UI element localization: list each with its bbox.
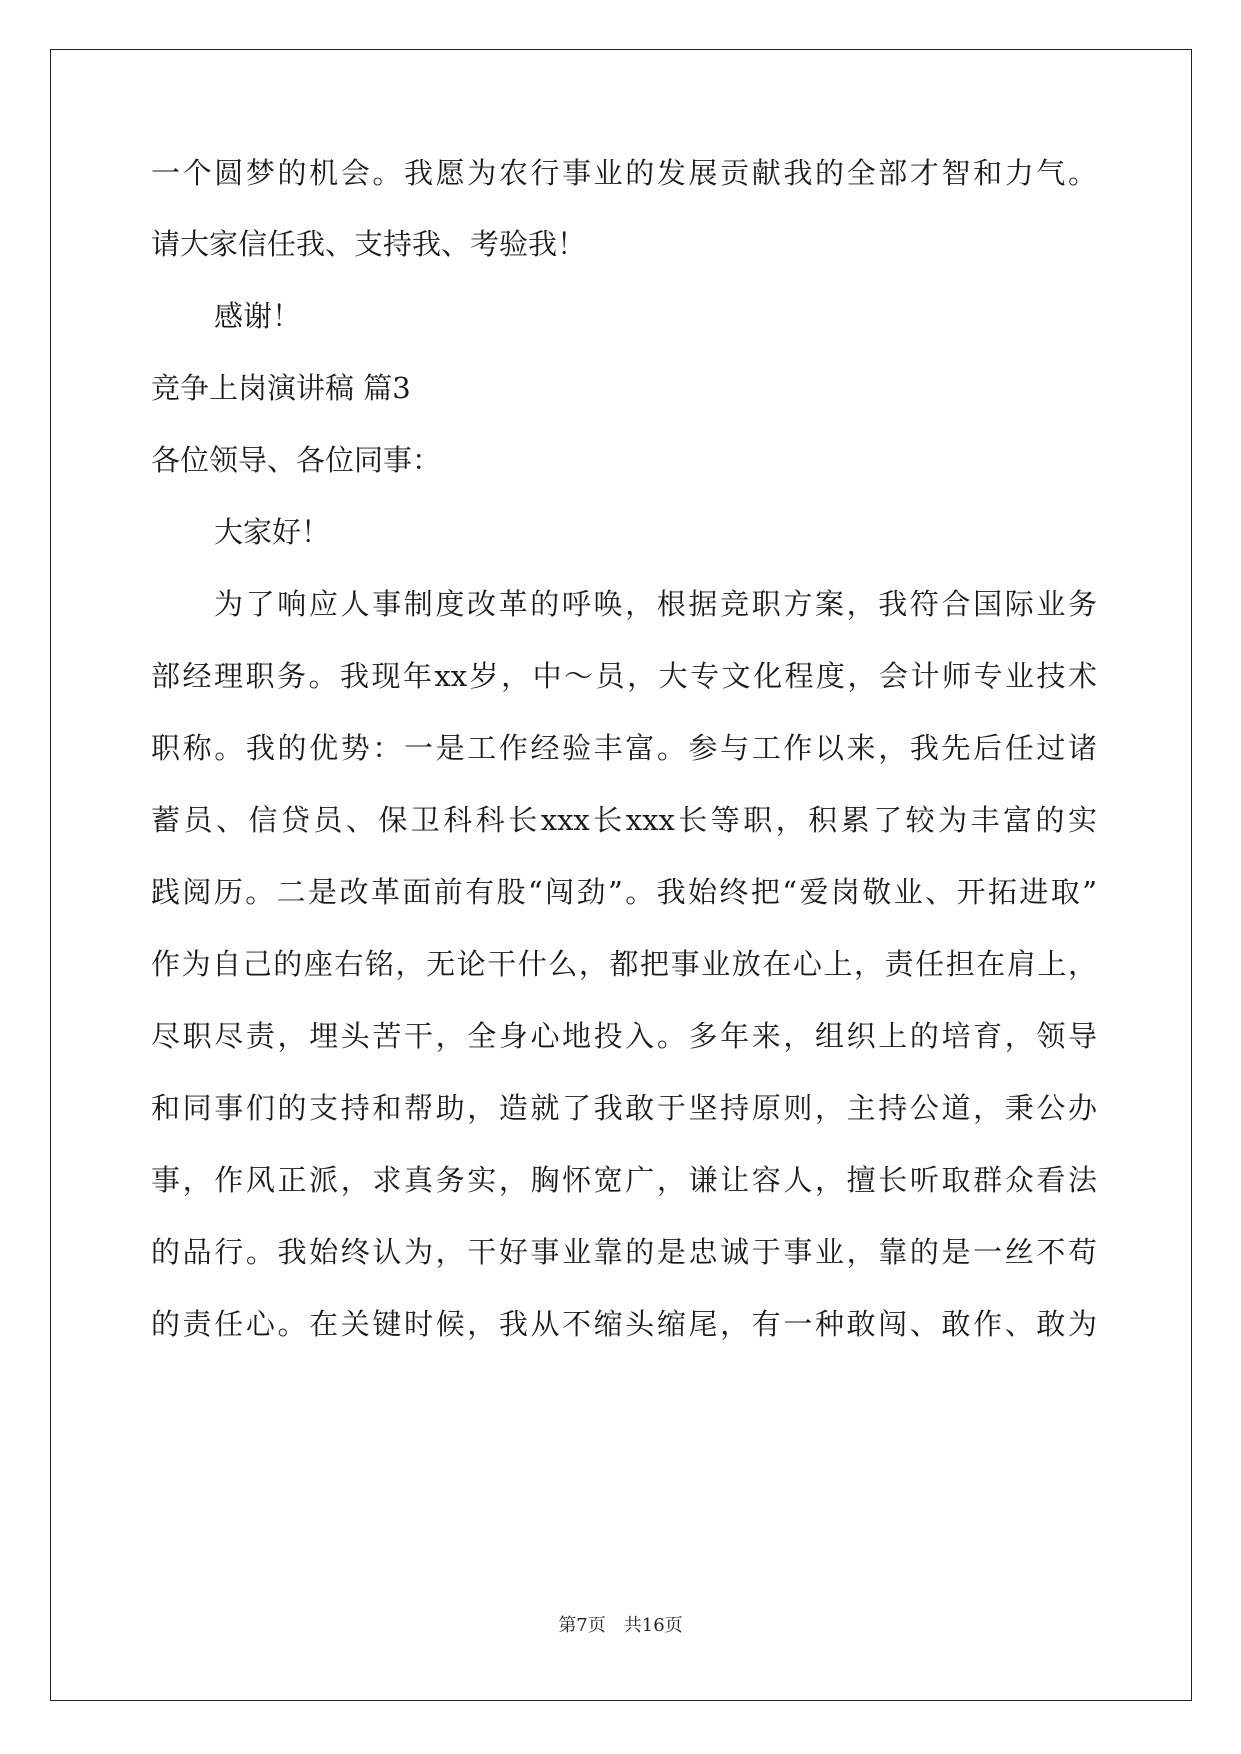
greeting: 大家好！ — [214, 515, 331, 549]
text-line: 职称。我的优势：一是工作经验丰富。参与工作以来，我先后任过诸 — [151, 731, 1097, 765]
text-line: 为了响应人事制度改革的呼唤，根据竞职方案，我符合国际业务 — [214, 587, 1097, 621]
text-line: 的责任心。在关键时候，我从不缩头缩尾，有一种敢闯、敢作、敢为 — [151, 1307, 1097, 1341]
text-line: 请大家信任我、支持我、考验我！ — [151, 227, 587, 261]
page-number: 第7页 共16页 — [558, 1615, 683, 1636]
text-line: 和同事们的支持和帮助，造就了我敢于坚持原则，主持公道，秉公办 — [151, 1091, 1097, 1125]
text-line: 践阅历。二是改革面前有股“闯劲”。我始终把“爱岗敬业、开拓进取” — [151, 875, 1097, 909]
text-line: 部经理职务。我现年xx岁，中～员，大专文化程度，会计师专业技术 — [151, 659, 1097, 693]
text-line: 感谢！ — [214, 299, 302, 333]
text-line: 蓄员、信贷员、保卫科科长xxx长xxx长等职，积累了较为丰富的实 — [151, 803, 1097, 837]
text-line: 一个圆梦的机会。我愿为农行事业的发展贡献我的全部才智和力气。 — [151, 156, 1097, 190]
text-line: 事，作风正派，求真务实，胸怀宽广，谦让容人，擅长听取群众看法 — [151, 1163, 1097, 1197]
salutation: 各位领导、各位同事： — [151, 443, 442, 477]
text-line: 作为自己的座右铭，无论干什么，都把事业放在心上，责任担在肩上， — [151, 947, 1097, 981]
text-line: 的品行。我始终认为，干好事业靠的是忠诚于事业，靠的是一丝不苟 — [151, 1235, 1097, 1269]
text-line: 尽职尽责，埋头苦干，全身心地投入。多年来，组织上的培育，领导 — [151, 1019, 1097, 1053]
section-heading: 竞争上岗演讲稿 篇3 — [151, 371, 411, 405]
